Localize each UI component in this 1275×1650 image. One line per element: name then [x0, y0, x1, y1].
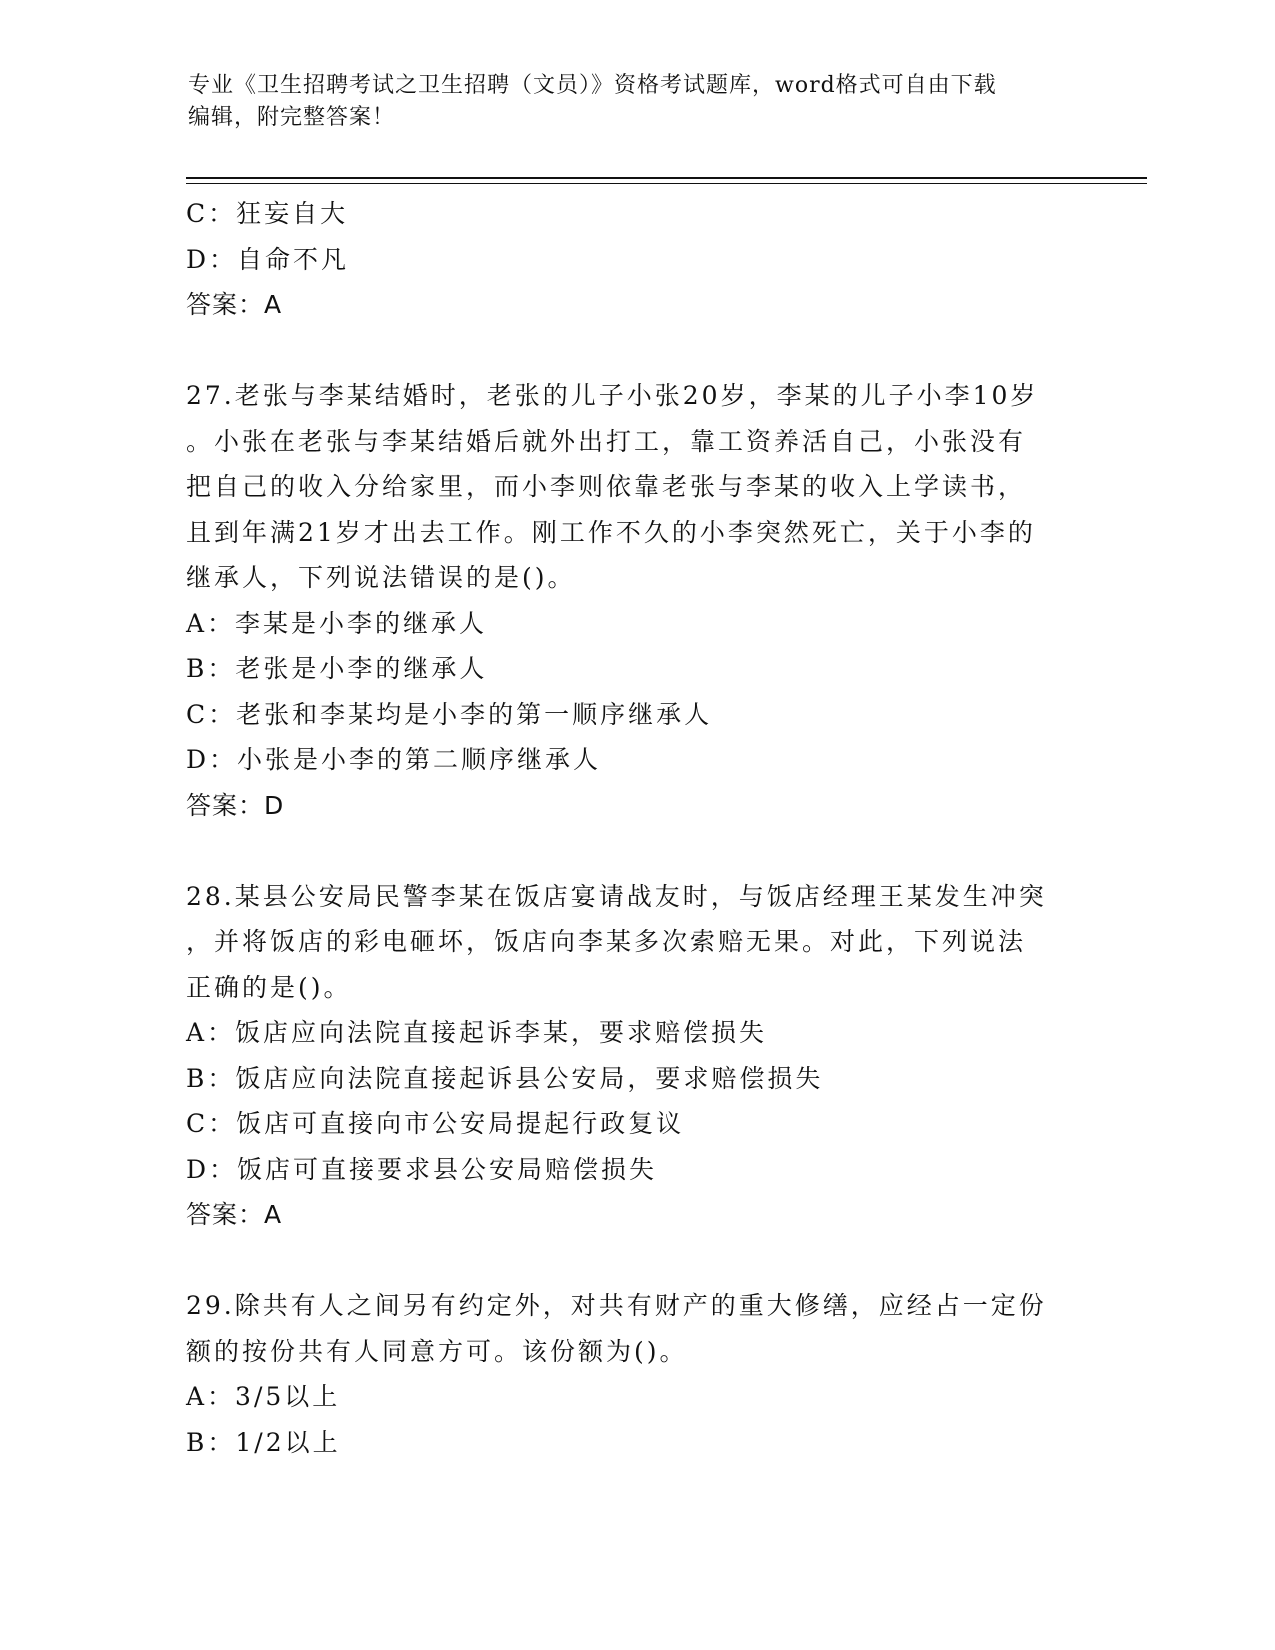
option-b: B：1/2以上 — [186, 1427, 341, 1457]
question-29 — [186, 1283, 1086, 1465]
option-d: D：小张是小李的第二顺序继承人 — [186, 745, 602, 774]
option-c: C：饭店可直接向市公安局提起行政复议 — [186, 1109, 685, 1138]
option-b: B：饭店应向法院直接起诉县公安局，要求赔偿损失 — [186, 1063, 824, 1093]
question-text-line: 29.除共有人之间另有约定外，对共有财产的重大修缮，应经占一定份 — [186, 1291, 1047, 1320]
option-a: A：李某是小李的继承人 — [186, 608, 488, 638]
question-27 — [186, 373, 1086, 828]
option-b: B：老张是小李的继承人 — [186, 654, 488, 683]
question-text-line: 继承人，下列说法错误的是()。 — [186, 563, 576, 592]
option-c: C：老张和李某均是小李的第一顺序继承人 — [186, 699, 713, 729]
question-text-line: 且到年满21岁才出去工作。刚工作不久的小李突然死亡，关于小李的 — [186, 517, 1036, 547]
answer-line: 答案：A — [186, 1200, 283, 1229]
spacer — [186, 1238, 1086, 1284]
question-text-line: 。小张在老张与李某结婚后就外出打工，靠工资养活自己，小张没有 — [186, 426, 1027, 456]
question-text-line: 27.老张与李某结婚时，老张的儿子小张20岁，李某的儿子小李10岁 — [186, 381, 1039, 410]
question-text-line: ，并将饭店的彩电砸坏，饭店向李某多次索赔无果。对此，下列说法 — [186, 927, 1027, 956]
option-d: D：自命不凡 — [186, 244, 350, 274]
question-text-line: 额的按份共有人同意方可。该份额为()。 — [186, 1336, 688, 1366]
header-line-1: 专业《卫生招聘考试之卫生招聘（文员）》资格考试题库，word格式可自由下载 — [188, 73, 997, 98]
answer-line: 答案：A — [186, 290, 283, 319]
question-text-line: 把自己的收入分给家里，而小李则依靠老张与李某的收入上学读书， — [186, 472, 1027, 501]
header-divider-thick — [186, 177, 1147, 179]
question-28 — [186, 874, 1086, 1238]
header-line-2: 编辑，附完整答案！ — [188, 105, 396, 130]
option-d: D：饭店可直接要求县公安局赔偿损失 — [186, 1154, 658, 1184]
spacer — [186, 828, 1086, 874]
option-c: C：狂妄自大 — [186, 199, 349, 228]
header-divider-thin — [186, 183, 1147, 184]
question-text-line: 正确的是()。 — [186, 972, 352, 1002]
question-content — [186, 191, 1086, 1465]
option-a: A：3/5以上 — [186, 1382, 341, 1411]
option-a: A：饭店应向法院直接起诉李某，要求赔偿损失 — [186, 1018, 768, 1047]
question-text-line: 28.某县公安局民警李某在饭店宴请战友时，与饭店经理王某发生冲突 — [186, 881, 1047, 911]
answer-line: 答案：D — [186, 790, 285, 820]
prev-question — [186, 191, 1086, 328]
spacer — [186, 328, 1086, 374]
document-header — [188, 70, 1068, 134]
